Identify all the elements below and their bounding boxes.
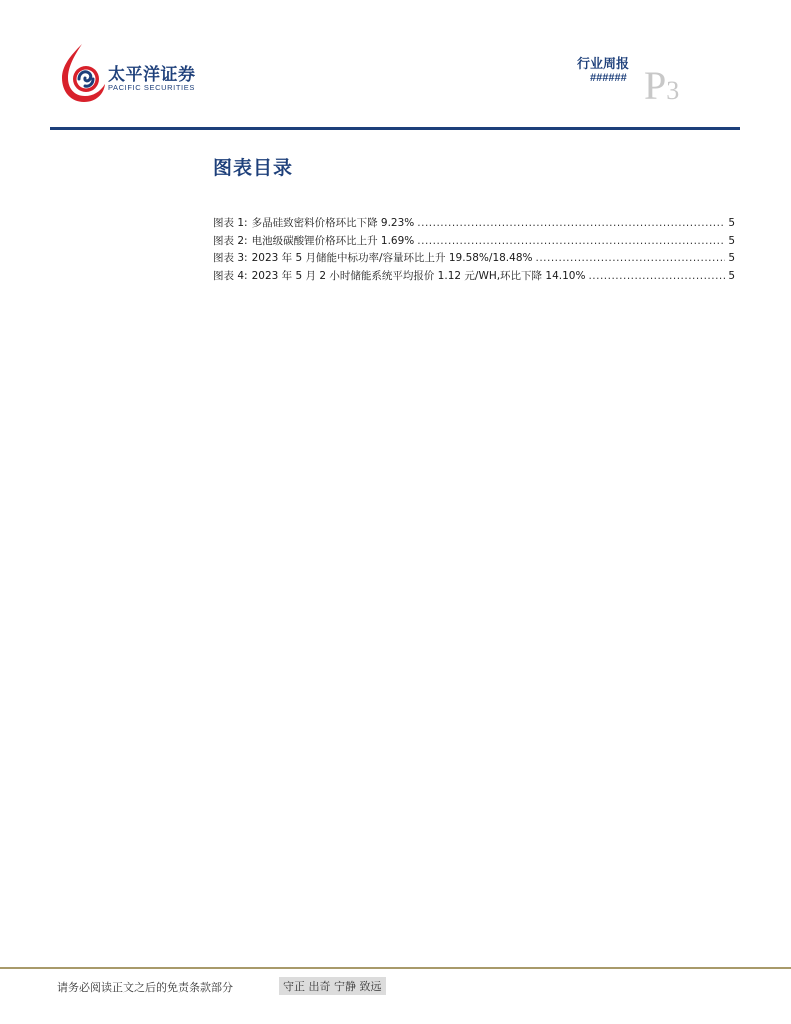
toc-entry-separator: : bbox=[244, 269, 248, 282]
toc-entry-label: 图表 1 bbox=[213, 217, 245, 229]
toc-entry-page: 5 bbox=[728, 234, 735, 247]
footer-disclaimer: 请务必阅读正文之后的免责条款部分 bbox=[57, 981, 233, 994]
toc-list bbox=[213, 215, 735, 285]
toc-dot-leader bbox=[417, 235, 725, 247]
toc-entry-label: 图表 4 bbox=[213, 269, 245, 282]
toc-entry-separator: : bbox=[244, 217, 248, 229]
toc-heading: 图表目录 bbox=[213, 157, 294, 179]
page-number: 3 bbox=[666, 76, 680, 105]
report-type: 行业周报 bbox=[577, 57, 630, 72]
company-logo bbox=[56, 42, 216, 104]
page-letter: P bbox=[644, 63, 667, 108]
pacific-securities-logo-icon bbox=[56, 42, 108, 104]
toc-entry-page: 5 bbox=[728, 269, 735, 282]
toc-entry-label: 图表 2 bbox=[213, 234, 245, 247]
toc-entry-separator: : bbox=[244, 252, 248, 264]
header-divider bbox=[50, 127, 740, 130]
toc-entry[interactable] bbox=[213, 250, 735, 268]
logo-name-cn: 太平洋证券 bbox=[108, 65, 196, 85]
toc-dot-leader bbox=[588, 270, 725, 282]
toc-entry-title: 2023 年 5 月 2 小时储能系统平均报价 1.12 元/WH,环比下降 14.10% bbox=[251, 269, 586, 282]
toc-entry[interactable] bbox=[213, 233, 735, 251]
toc-dot-leader bbox=[535, 252, 725, 264]
logo-name-en: PACIFIC SECURITIES bbox=[108, 83, 195, 92]
toc-entry-label: 图表 3 bbox=[213, 252, 245, 264]
toc-entry-page: 5 bbox=[728, 217, 735, 229]
toc-entry-title: 电池级碳酸锂价格环比上升 1.69% bbox=[251, 234, 415, 247]
report-date: ###### bbox=[590, 72, 627, 84]
page-marker bbox=[644, 63, 680, 108]
footer-motto: 守正 出奇 宁静 致远 bbox=[279, 977, 386, 995]
toc-entry[interactable] bbox=[213, 215, 735, 233]
toc-dot-leader bbox=[417, 217, 725, 229]
toc-entry[interactable] bbox=[213, 268, 735, 286]
toc-entry-separator: : bbox=[244, 234, 248, 247]
toc-entry-page: 5 bbox=[728, 252, 735, 264]
footer-divider bbox=[0, 967, 791, 969]
toc-entry-title: 2023 年 5 月储能中标功率/容量环比上升 19.58%/18.48% bbox=[251, 252, 533, 264]
toc-entry-title: 多晶硅致密料价格环比下降 9.23% bbox=[251, 217, 415, 229]
